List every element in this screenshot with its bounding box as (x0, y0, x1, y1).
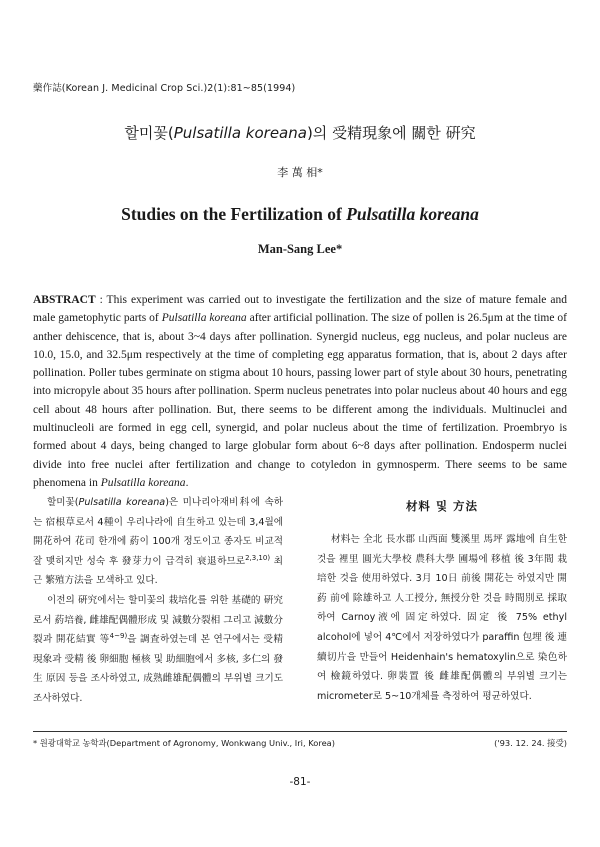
journal-reference: 藥作誌(Korean J. Medicinal Crop Sci.)2(1):81~85(1994) (33, 83, 296, 94)
title-english (0, 204, 600, 225)
page-number: -81- (289, 776, 311, 788)
intro-p2-b: 을 調査하였는데 본 연구에서는 受精現象과 受精 後 卵細胞 極核 및 助細胞에서 多核, 多仁의 發生 原因 등을 조사하였고, 成熟雌雄配偶體의 부위별 크기도 조사하였다. (33, 634, 283, 704)
intro-p1-a: 할미꽃( (47, 497, 79, 508)
intro-p1-c: 최근 繁殖方法을 모색하고 있다. (33, 555, 283, 587)
abstract-label: ABSTRACT (33, 294, 96, 306)
title-english-species: Pulsatilla koreana (346, 204, 479, 224)
footnote-divider (33, 731, 567, 732)
methods-paragraph-1: 材料는 全北 長水郡 山西面 雙溪里 馬坪 露地에 自生한 것을 裡里 圓光大學校 農科大學 圃場에 移植 後 3年間 栽培한 것을 使用하였다. 3月 10日 前後 開花는 하였지만 開葯 前에 除雄하고 人工授分, 無授分한 것을 時間別로 採取하여 Carnoy液에 固定하였다. 固定 後 75% ethyl alcohol에 넣어 4℃에서 저장하였다가 paraffin 包埋 後 連續切片을 만들어 Heidenhain's hematoxylin으로 染色하여 檢鏡하였다. 卵裝置 後 雌雄配偶體의 부위별 크기는 micrometer로 5~10개체를 측정하여 평균하였다. (317, 534, 567, 702)
abstract-text-2: after artificial pollination. The size of pollen is 26.5μm at the time of anther dehiscence, that is, about 3~4 days after pollination. Synergid nucleus, egg nucleus, and polar nucleus are 10.0, 15.0, and 32.5μm respectively at the time of completing egg apparatus formation, that is, about 2 days after pollination. Poller tubes germinate on stigma about 10 hours, passing lower part of style about 30 hours, penetrating into micropyle about 35 hours after pollination. Sperm nucleus penetrates into polar nucleus about 40 hours and egg cell about 48 hours after pollination. But, there seems to be different among the individuals. Multinuclei and multinucleoli are formed in egg cell, synergid, and polar nucleus about the time of fertilization. Proembryo is formed about 4 days, being changed to large globular form about 6~8 days after pollination. Endosperm nuclei divide into free nuclei after fertilization and change to cotyledon in gymnosperm. There seems to be same phenomena in (33, 312, 568, 489)
abstract-text-1: This experiment was carried out to investigate the fertilization and the size of mature female and male gametophytic parts of (33, 294, 567, 325)
title-korean (0, 122, 600, 143)
intro-p2-ref: 4~9) (109, 631, 128, 640)
abstract-text-3: . (185, 476, 189, 489)
introduction-column (33, 493, 283, 709)
affiliation-footnote: * 원광대학교 농학과(Department of Agronomy, Wonkwang Univ., Iri, Korea) (33, 738, 336, 748)
abstract-separator: : (95, 294, 107, 306)
intro-p1-species: Pulsatilla koreana (78, 497, 166, 508)
author-korean: 李 萬 相* (277, 166, 323, 179)
received-date: ('93. 12. 24. 接受) (494, 738, 567, 748)
author-english: Man-Sang Lee* (257, 242, 343, 256)
intro-paragraph-2 (33, 591, 283, 709)
title-korean-suffix: )의 受精現象에 關한 硏究 (306, 124, 476, 142)
abstract-species: Pulsatilla koreana (161, 312, 247, 325)
methods-heading: 材料 및 方法 (405, 499, 479, 513)
title-korean-prefix: 할미꽃( (124, 124, 174, 142)
title-english-prefix: Studies on the Fertilization of (121, 204, 347, 224)
intro-p2-a: 이전의 硏究에서는 할미꽃의 栽培化를 위한 基礎的 硏究로서 葯培養, 雌雄配偶體形成 및 減數分裂相 그리고 減數分裂과 開花結實 等 (33, 594, 283, 646)
abstract-species-2: Pulsatilla koreana (100, 476, 186, 489)
intro-paragraph-1 (33, 493, 283, 591)
intro-p1-b: )은 미나리아재비科에 속하는 宿根草로서 4種이 우리나라에 自生하고 있는데 3,4월에 開花하여 花司 한개에 葯이 100개 정도이고 종자도 비교적 잘 맺히지만 성숙 후 發芽力이 급격히 衰退하므로 (33, 497, 283, 567)
title-korean-species: Pulsatilla koreana (173, 124, 307, 142)
intro-p1-ref: 2,3,10) (245, 553, 271, 562)
methods-column (317, 530, 567, 706)
abstract (33, 291, 567, 492)
